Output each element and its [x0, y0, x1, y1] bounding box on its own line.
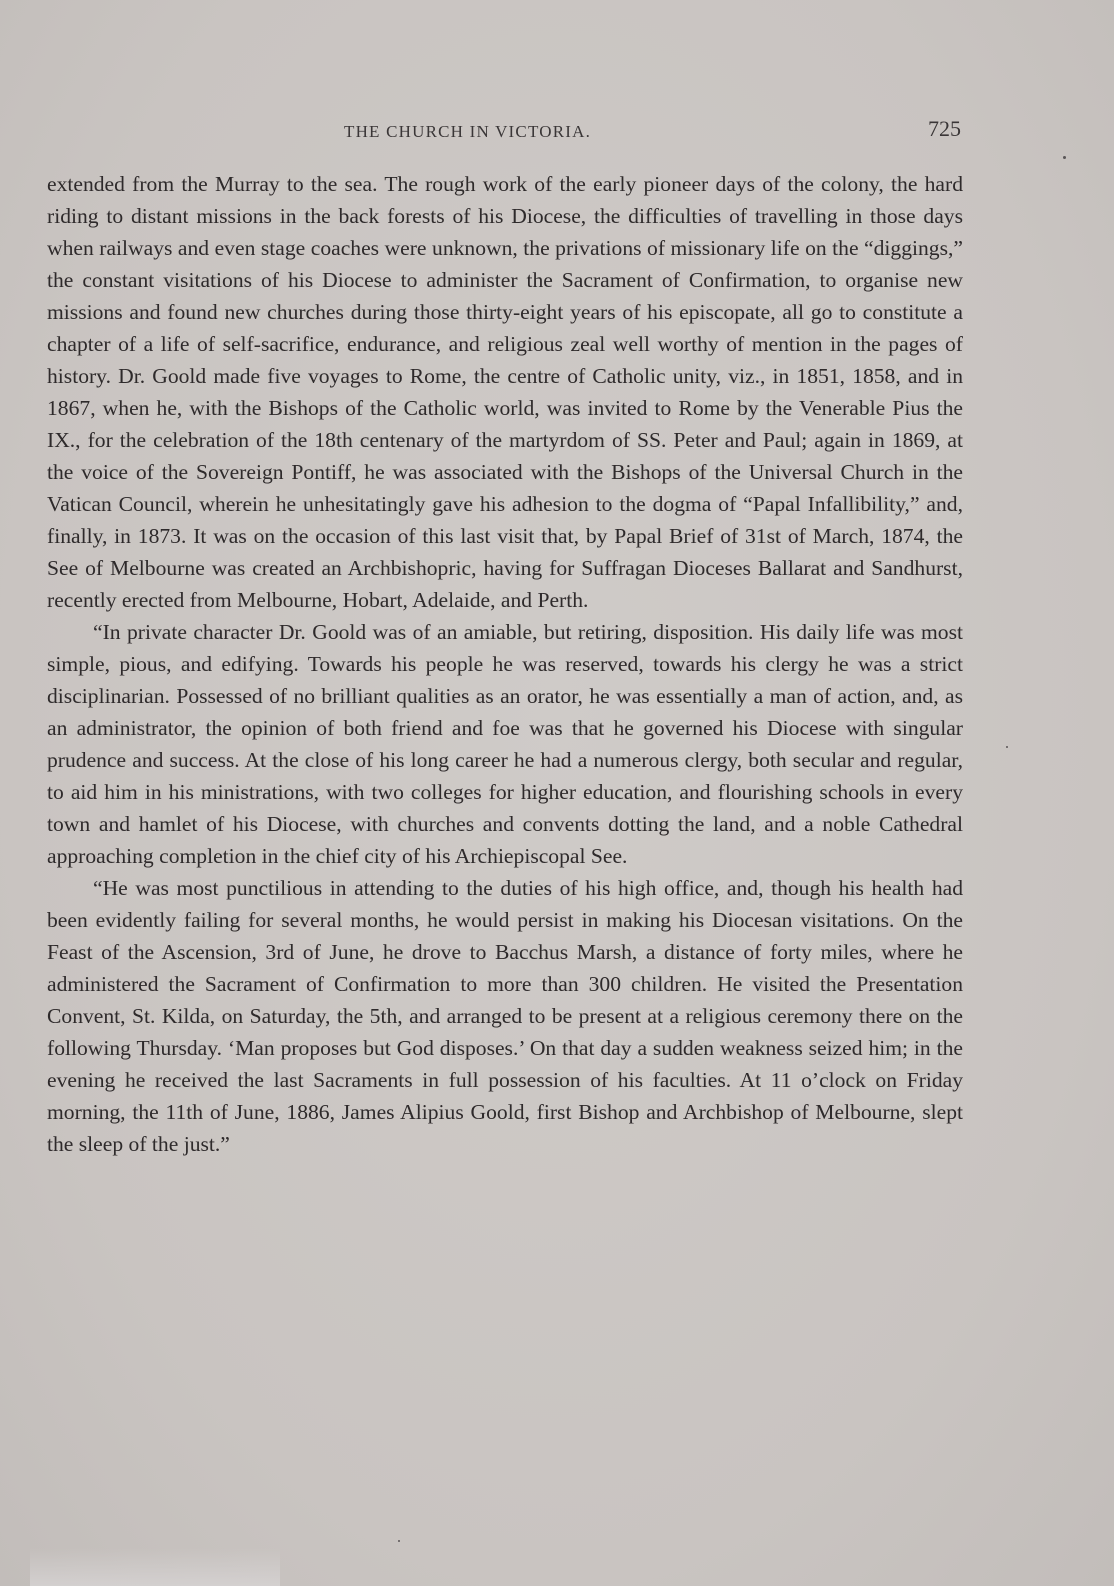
paper-speck — [1006, 746, 1008, 748]
body-text — [47, 168, 963, 1160]
paragraph-3: “He was most punctilious in attending to the duties of his high office, and, though his health had been evidently failing for several months, he would persist in making his Diocesan visitations. On the Feast of the Ascension, 3rd of June, he drove to Bacchus Marsh, a distance of forty miles, where he administered the Sacrament of Confirmation to more than 300 children. He visited the Presentation Convent, St. Kilda, on Saturday, the 5th, and arranged to be present at a religious ceremony there on the following Thursday. ‘Man proposes but God disposes.’ On that day a sudden weakness seized him; in the evening he received the last Sacraments in full possession of his faculties. At 11 o’clock on Friday morning, the 11th of June, 1886, James Alipius Goold, first Bishop and Archbishop of Melbourne, slept the sleep of the just.” — [47, 876, 963, 1156]
paragraph-2: “In private character Dr. Goold was of an amiable, but retiring, disposition. His daily life was most simple, pious, and edifying. Towards his people he was reserved, towards his clergy he was a strict disciplinarian. Possessed of no brilliant qualities as an orator, he was essentially a man of action, and, as an administrator, the opinion of both friend and foe was that he governed his Diocese with singular prudence and success. At the close of his long career he had a numerous clergy, both secular and regular, to aid him in his ministrations, with two colleges for higher education, and flourishing schools in every town and hamlet of his Diocese, with churches and convents dotting the land, and a noble Cathedral approaching completion in the chief city of his Archiepiscopal See. — [47, 620, 963, 868]
running-header — [0, 116, 1114, 146]
paragraph-1: extended from the Murray to the sea. The rough work of the early pioneer days of the colony, the hard riding to distant missions in the back forests of his Diocese, the difficulties of travelling in those days when railways and even stage coaches were unknown, the privations of missionary life on the “diggings,” the constant visitations of his Diocese to administer the Sacrament of Confirmation, to organise new missions and found new churches during those thirty-eight years of his episcopate, all go to constitute a chapter of a life of self-sacrifice, endurance, and religious zeal well worthy of mention in the pages of history. Dr. Goold made five voyages to Rome, the centre of Catholic unity, viz., in 1851, 1858, and in 1867, when he, with the Bishops of the Catholic world, was invited to Rome by the Venerable Pius the IX., for the celebration of the 18th centenary of the martyrdom of SS. Peter and Paul; again in 1869, at the voice of the Sovereign Pontiff, he was associated with the Bishops of the Universal Church in the Vatican Council, wherein he unhesitatingly gave his adhesion to the dogma of “Papal Infallibility,” and, finally, in 1873. It was on the occasion of this last visit that, by Papal Brief of 31st of March, 1874, the See of Melbourne was created an Archbishopric, having for Suffragan Dioceses Ballarat and Sandhurst, recently erected from Melbourne, Hobart, Adelaide, and Perth. — [47, 172, 963, 612]
running-title: THE CHURCH IN VICTORIA. — [344, 122, 592, 141]
paper-speck — [398, 1540, 400, 1542]
paper-speck — [1063, 156, 1066, 159]
page-number: 725 — [928, 116, 961, 141]
paper-smudge — [30, 1548, 280, 1586]
